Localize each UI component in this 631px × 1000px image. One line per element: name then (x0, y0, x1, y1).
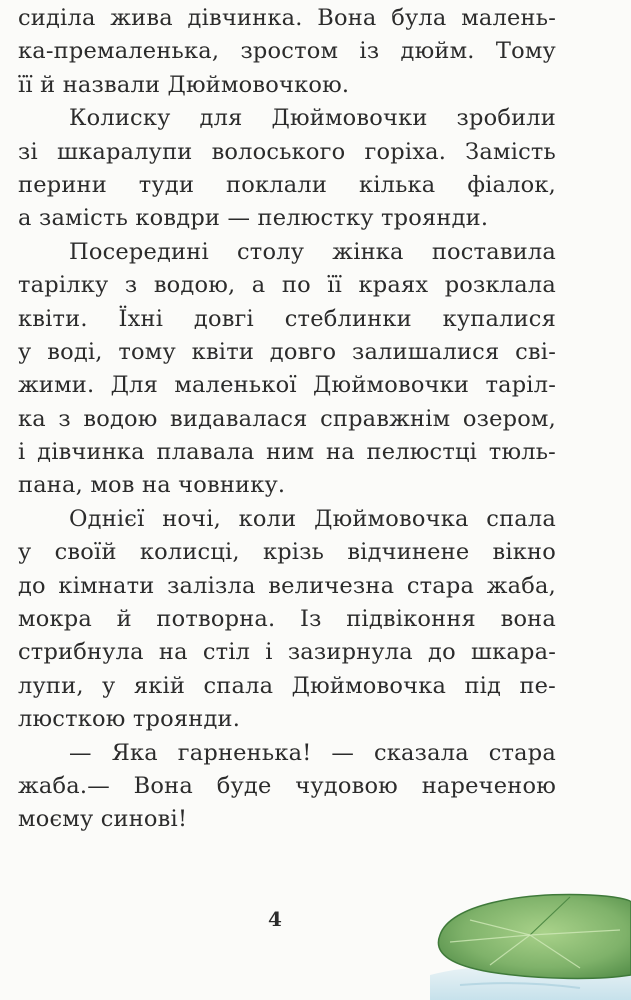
text-line: перини туди поклали кілька фіалок, (18, 171, 556, 198)
text-line: і дівчинка плавала ним на пелюстці тюль- (18, 439, 556, 466)
text-line: квіти. Їхні довгі стеблинки купалися (18, 305, 556, 332)
text-line: тарілку з водою, а по її краях розклала (18, 272, 556, 299)
text-line: стрибнула на стіл і зазирнула до шкара- (18, 639, 556, 666)
text-line: ка-премаленька, зростом із дюйм. Тому (18, 38, 556, 65)
text-line: зі шкаралупи волоського горіха. Замість (18, 138, 556, 165)
paragraph (18, 236, 556, 503)
text-line: люсткою троянди. (18, 706, 241, 733)
paragraph (18, 503, 556, 737)
text-line: жаба.— Вона буде чудовою нареченою (18, 772, 556, 799)
lily-pad-icon (430, 880, 631, 1000)
paragraph (18, 102, 556, 236)
paragraph (18, 737, 556, 837)
text-line: жими. Для маленької Дюймовочки таріл- (18, 372, 556, 399)
paragraph (18, 2, 556, 102)
text-line: у своїй колисці, крізь відчинене вікно (18, 539, 556, 566)
text-line: моєму синові! (18, 806, 188, 833)
text-line: мокра й потворна. Із підвіконня вона (18, 606, 556, 633)
text-line: сиділа жива дівчинка. Вона була малень- (18, 5, 556, 31)
text-line: її й назвали Дюймовочкою. (18, 71, 350, 98)
story-text (18, 2, 556, 837)
text-line: у воді, тому квіти довго залишалися сві- (18, 338, 556, 365)
text-line: ка з водою видавалася справжнім озером, (18, 405, 556, 432)
text-line: Однієї ночі, коли Дюймовочка спала (69, 505, 556, 532)
page-number: 4 (268, 907, 282, 931)
text-line: Колиску для Дюймовочки зробили (69, 105, 556, 132)
text-line: до кімнати залізла величезна стара жаба, (18, 572, 556, 599)
text-line: лупи, у якій спала Дюймовочка під пе- (18, 672, 556, 699)
text-line: пана, мов на човнику. (18, 472, 286, 499)
text-line: а замість ковдри — пелюстку троянди. (18, 205, 489, 232)
text-line: Посередині столу жінка поставила (69, 238, 556, 265)
text-line: — Яка гарненька! — сказала стара (69, 739, 556, 766)
